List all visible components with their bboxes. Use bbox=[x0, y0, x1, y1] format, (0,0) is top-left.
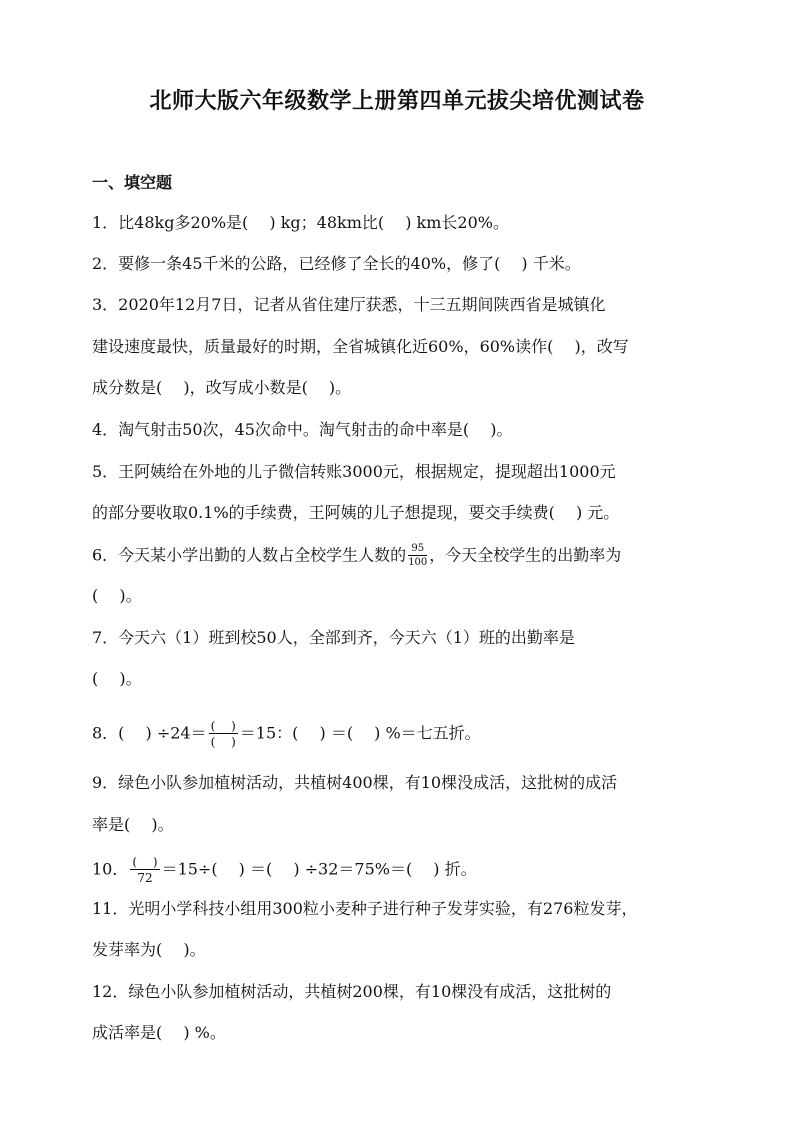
fraction-blank bbox=[209, 720, 238, 748]
question-8-text-a: 8．( ) ÷24＝ bbox=[92, 723, 207, 743]
page-title: 北师大版六年级数学上册第四单元拔尖培优测试卷 bbox=[149, 88, 645, 114]
question-4: 4．淘气射击50次，45次命中。淘气射击的命中率是( )。 bbox=[92, 420, 513, 439]
question-5-line-1: 5．王阿姨给在外地的儿子微信转账3000元，根据规定，提现超出1000元 bbox=[92, 462, 616, 481]
fraction-numerator: ( ) bbox=[210, 719, 236, 733]
fraction-denominator: ( ) bbox=[210, 735, 236, 749]
question-6-line-1 bbox=[92, 544, 712, 568]
question-11-line-1: 11．光明小学科技小组用300粒小麦种子进行种子发芽实验，有276粒发芽， bbox=[92, 899, 638, 918]
question-2: 2．要修一条45千米的公路，已经修了全长的40%，修了( ) 千米。 bbox=[92, 254, 581, 273]
question-3-line-2: 建设速度最快，质量最好的时期，全省城镇化近60%，60%读作( )，改写 bbox=[92, 337, 629, 356]
fraction-denominator: 72 bbox=[137, 871, 153, 885]
question-9-line-1: 9．绿色小队参加植树活动，共植树400棵，有10棵没成活，这批树的成活 bbox=[92, 773, 618, 792]
fraction-blank-72 bbox=[130, 856, 159, 884]
fraction-numerator: ( ) bbox=[132, 855, 158, 869]
fraction-95-100 bbox=[408, 544, 427, 568]
question-7-line-1: 7．今天六（1）班到校50人，全部到齐，今天六（1）班的出勤率是 bbox=[92, 628, 575, 647]
fraction-denominator: 100 bbox=[408, 557, 428, 568]
question-6-text-b: ，今天全校学生的出勤率为 bbox=[429, 545, 622, 565]
fraction-numerator: 95 bbox=[408, 544, 427, 556]
question-12-line-1: 12．绿色小队参加植树活动，共植树200棵，有10棵没有成活，这批树的 bbox=[92, 982, 612, 1001]
question-3-line-3: 成分数是( )，改写成小数是( )。 bbox=[92, 378, 352, 397]
question-1: 1．比48kg多20%是( ) kg；48km比( ) km长20%。 bbox=[92, 213, 509, 232]
question-8 bbox=[92, 720, 712, 748]
question-12-line-2: 成活率是( ) %。 bbox=[92, 1023, 226, 1042]
question-6-line-2: ( )。 bbox=[92, 586, 142, 605]
question-9-line-2: 率是( )。 bbox=[92, 815, 174, 834]
question-10 bbox=[92, 856, 712, 884]
question-10-text-b: ＝15÷( ) ＝( ) ÷32＝75%＝( ) 折。 bbox=[161, 859, 477, 879]
question-5-line-2: 的部分要收取0.1%的手续费，王阿姨的儿子想提现，要交手续费( ) 元。 bbox=[92, 503, 620, 522]
question-11-line-2: 发芽率为( )。 bbox=[92, 940, 206, 959]
question-10-text-a: 10． bbox=[92, 859, 129, 879]
question-6-text-a: 6．今天某小学出勤的人数占全校学生人数的 bbox=[92, 545, 407, 565]
question-8-text-b: ＝15：( ) ＝( ) %＝七五折。 bbox=[239, 723, 481, 743]
question-7-line-2: ( )。 bbox=[92, 669, 142, 688]
question-3-line-1: 3．2020年12月7日，记者从省住建厅获悉，十三五期间陕西省是城镇化 bbox=[92, 295, 606, 314]
section-heading: 一、填空题 bbox=[92, 173, 173, 192]
